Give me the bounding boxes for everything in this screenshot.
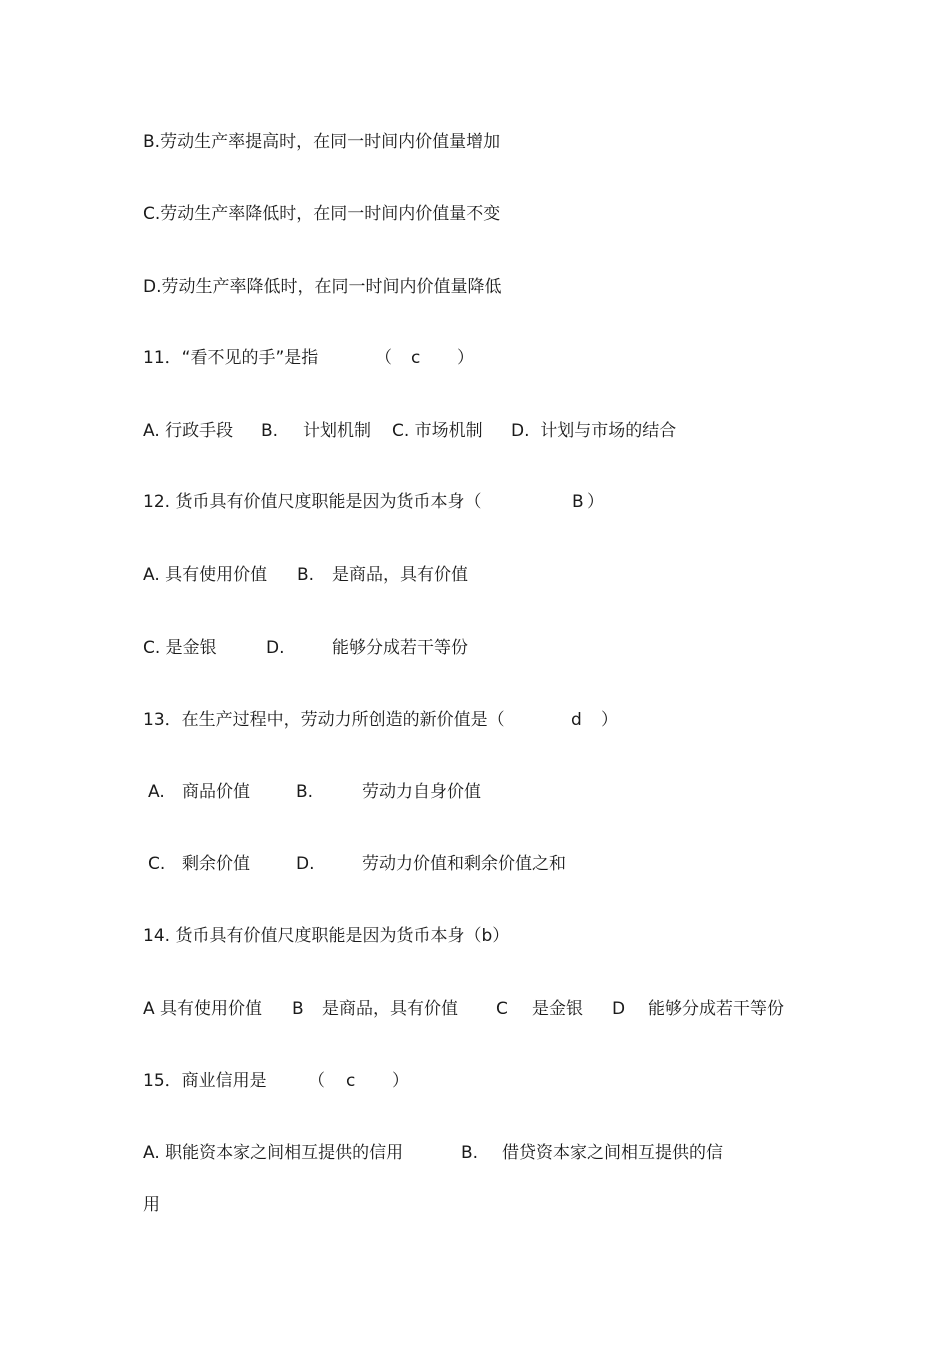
question-12 [143, 491, 643, 513]
q12-option-d-letter: D. [266, 638, 285, 658]
question-13-close-paren: ） [601, 710, 618, 730]
q11-option-a: A. 行政手段 [143, 421, 234, 441]
question-12-options-row1 [143, 564, 543, 586]
question-15-options [143, 1142, 763, 1164]
q13-option-a-text: 商品价值 [182, 782, 250, 802]
q14-option-a: A 具有使用价值 [143, 999, 263, 1019]
option-b-line: B.劳动生产率提高时，在同一时间内价值量增加 [143, 132, 501, 152]
question-15-open-paren: （ [308, 1071, 325, 1091]
question-13-answer: d [571, 710, 582, 730]
q11-option-c: C. 市场机制 [392, 421, 483, 441]
q11-option-b-letter: B. [261, 421, 279, 441]
q14-option-c-letter: C [496, 999, 508, 1019]
option-d-line: D.劳动生产率降低时，在同一时间内价值量降低 [143, 277, 502, 297]
q13-option-a-letter: A. [148, 782, 165, 802]
q15-option-a: A. 职能资本家之间相互提供的信用 [143, 1143, 404, 1163]
q14-option-d-text: 能够分成若干等份 [648, 999, 784, 1019]
q13-option-c-letter: C. [148, 854, 166, 874]
q14-option-c-text: 是金银 [532, 999, 583, 1019]
question-14-options [143, 998, 803, 1020]
q13-option-c-text: 剩余价值 [182, 854, 250, 874]
q12-option-a: A. 具有使用价值 [143, 565, 268, 585]
question-11-answer: c [411, 348, 421, 368]
q13-option-b-text: 劳动力自身价值 [362, 782, 481, 802]
option-c-line: C.劳动生产率降低时，在同一时间内价值量不变 [143, 204, 501, 224]
question-13-options-row2 [143, 853, 603, 875]
q13-option-b-letter: B. [296, 782, 314, 802]
question-12-options-row2 [143, 637, 543, 659]
q11-option-d: D. 计划与市场的结合 [511, 421, 677, 441]
question-11-options [143, 420, 783, 442]
question-12-stem: 12. 货币具有价值尺度职能是因为货币本身（ [143, 492, 482, 512]
question-13 [143, 709, 643, 731]
question-15-stem: 15．商业信用是 [143, 1071, 267, 1091]
question-13-options-row1 [143, 781, 563, 803]
question-11-close-paren: ） [457, 348, 474, 368]
q12-option-c: C. 是金银 [143, 638, 217, 658]
question-11-open-paren: （ [375, 348, 392, 368]
q11-option-b-text: 计划机制 [303, 421, 371, 441]
q14-option-b-letter: B [292, 999, 304, 1019]
q15-option-b-text: 借贷资本家之间相互提供的信 [502, 1143, 723, 1163]
q15-option-b-letter: B. [461, 1143, 479, 1163]
q13-option-d-text: 劳动力价值和剩余价值之和 [362, 854, 566, 874]
q13-option-d-letter: D. [296, 854, 315, 874]
question-11-stem: 11．“看不见的手”是指 [143, 348, 319, 368]
question-15 [143, 1070, 443, 1092]
question-12-answer: B [572, 492, 584, 512]
question-15-answer: c [346, 1071, 356, 1091]
question-12-close-paren: ） [587, 492, 604, 512]
q12-option-b-text: 是商品，具有价值 [332, 565, 468, 585]
question-15-continuation: 用 [143, 1195, 160, 1215]
question-14: 14. 货币具有价值尺度职能是因为货币本身（b） [143, 926, 510, 946]
question-13-stem: 13．在生产过程中，劳动力所创造的新价值是（ [143, 710, 505, 730]
q12-option-d-text: 能够分成若干等份 [332, 638, 468, 658]
q14-option-d-letter: D [612, 999, 626, 1019]
question-15-close-paren: ） [392, 1071, 409, 1091]
q14-option-b-text: 是商品，具有价值 [322, 999, 458, 1019]
question-11 [143, 347, 543, 369]
q12-option-b-letter: B. [297, 565, 315, 585]
